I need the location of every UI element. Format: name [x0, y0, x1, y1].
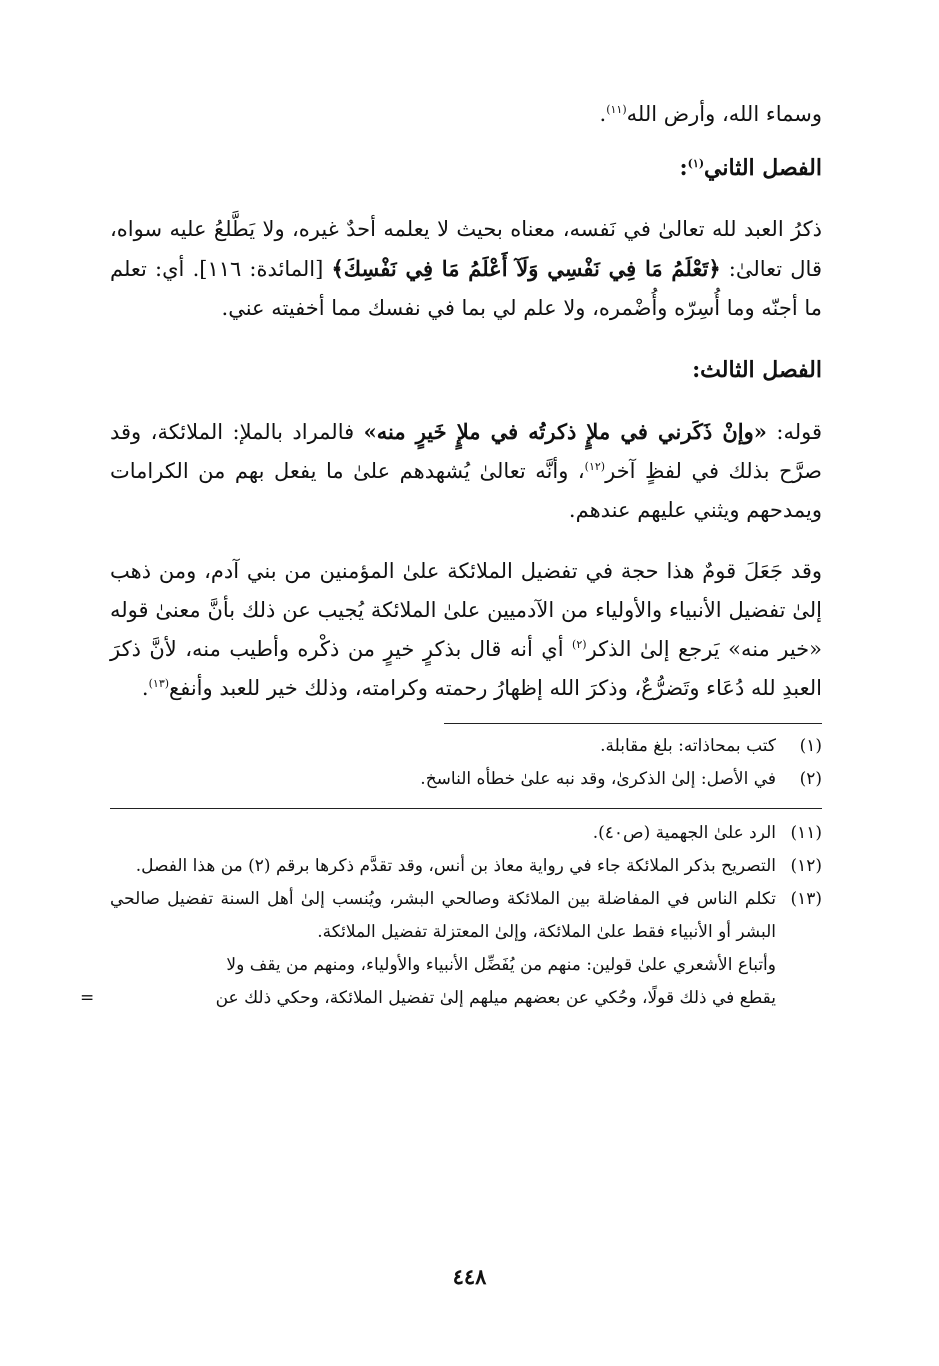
footnote-ref[interactable]: (١): [687, 157, 705, 170]
page-footnotes: [110, 730, 822, 796]
page-body: [80, 95, 822, 1315]
section-3-text-end: ، وأنَّه تعالىٰ يُشهدهم علىٰ ما يفعل بهم من الكرامات ويمدحهم ويثني عليهم عندهم.: [110, 459, 822, 522]
editor-note-item: [110, 883, 822, 949]
opening-line: [110, 95, 822, 134]
hadith-quote: «وإنْ ذَكَرني في ملإٍ ذكرتُه في ملإٍ خَيرٍ منه»: [363, 419, 767, 444]
footnote-ref[interactable]: (١١): [606, 103, 627, 116]
quran-verse: ﴿تَعْلَمُ مَا فِي نَفْسِي وَلَآ أَعْلَمُ مَا فِي نَفْسِكَ﴾: [331, 256, 721, 281]
editor-note-continuation: [80, 982, 822, 1015]
footnote-ref[interactable]: (٢): [572, 638, 587, 651]
editor-note-number: (١٣): [790, 889, 822, 909]
section-3-paragraph-1: [110, 412, 822, 530]
editor-note-text: الرد علىٰ الجهمية (ص٤٠).: [592, 823, 776, 843]
editor-note-text: التصريح بذكر الملائكة جاء في رواية معاذ بن أنس، وقد تقدَّم ذكرها برقم (٢) من هذا الفصل.: [135, 856, 776, 876]
section-2-paragraph: [110, 210, 822, 328]
section-3-text-mid: فالمراد بالملإ: الملائكة، وقد صرَّح بذلك في لفظٍ آخر: [110, 420, 822, 483]
footnote-separator: [444, 723, 822, 724]
footnote-item: [110, 763, 822, 796]
editor-note-item: [110, 850, 822, 883]
editor-note-number: (١٢): [790, 856, 822, 876]
section-3-p2-end: .: [141, 676, 149, 700]
section-heading-2: [110, 148, 822, 188]
opening-line-end: .: [599, 102, 607, 126]
section-3-text-start: قوله:: [776, 420, 822, 444]
editor-note-continuation-text: يقطع في ذلك قولًا، وحُكي عن بعضهم ميلهم إلىٰ تفضيل الملائكة، وحكي ذلك عن: [215, 988, 776, 1008]
editor-note-text: تكلم الناس في المفاضلة بين الملائكة وصالحي البشر، ويُنسب إلىٰ أهل السنة تفضيل صالحي البشر أو الأنبياء فقط علىٰ الملائكة، وإلىٰ المعتزلة تفضيل الملائكة.: [110, 889, 776, 942]
footnote-text: كتب بمحاذاته: بلغ مقابلة.: [600, 736, 776, 756]
quran-reference: [المائدة: ١١٦].: [192, 257, 324, 281]
section-3-p2-start: وقد جَعَلَ قومٌ هذا حجة في تفضيل الملائكة علىٰ المؤمنين من بني آدم، ومن ذهب إلىٰ تفضيل الأنبياء والأولياء من الآدميين علىٰ الملائكة يُجيب عن ذلك بأنَّ معنىٰ قوله «خير منه» يَرجع إلىٰ الذكر: [110, 559, 822, 661]
footnote-text: في الأصل: إلىٰ الذكرىٰ، وقد نبه علىٰ خطأه الناسخ.: [420, 769, 776, 789]
footnote-ref[interactable]: (١٣): [148, 677, 170, 690]
footnote-ref[interactable]: (١٢): [584, 460, 606, 473]
main-text: [110, 95, 822, 708]
section-heading-3: الفصل الثالث:: [692, 357, 822, 383]
section-2-text: ذكرُ العبد لله تعالىٰ في نَفسه، معناه بحيث لا يعلمه أحدٌ غيره، ولا يَطَّلعُ عليه سواه، قال تعالىٰ:: [110, 217, 822, 281]
footnote-item: [110, 730, 822, 763]
section-3-paragraph-2: [110, 552, 822, 708]
editor-notes-separator: [110, 808, 822, 809]
editor-note-continuation: وأتباع الأشعري علىٰ قولين: منهم من يُفَضِّل الأنبياء والأولياء، ومنهم من يقف ولا: [226, 955, 776, 975]
page-number: ٤٤٨: [452, 1264, 487, 1289]
section-3-p2-mid: أي أنه قال بذكرٍ خيرٍ من ذكْره وأطيب منه، لأنَّ ذكرَ العبدِ لله دُعَاء وتَضرُّعٌ، وذكرَ الله إظهارُ رحمته وكرامته، وذلك خير للعبد وأنفع: [110, 637, 822, 700]
opening-line-text: وسماء الله، وأرض الله: [626, 102, 822, 126]
footnote-number: (١): [799, 736, 822, 756]
section-heading-2-colon: :: [679, 155, 688, 181]
footnote-number: (٢): [799, 769, 822, 789]
section-heading-2-text: الفصل الثاني: [704, 155, 822, 181]
editor-note-number: (١١): [790, 823, 822, 843]
continuation-mark: =: [80, 988, 95, 1008]
section-2-explanation: أي: تعلم ما أجنّه وما أُسِرّه وأُضْمره، ولا علم لي بما في نفسك مما أخفيته عني.: [110, 257, 822, 320]
editor-note-item: [110, 817, 822, 850]
editor-notes: [80, 817, 822, 1015]
